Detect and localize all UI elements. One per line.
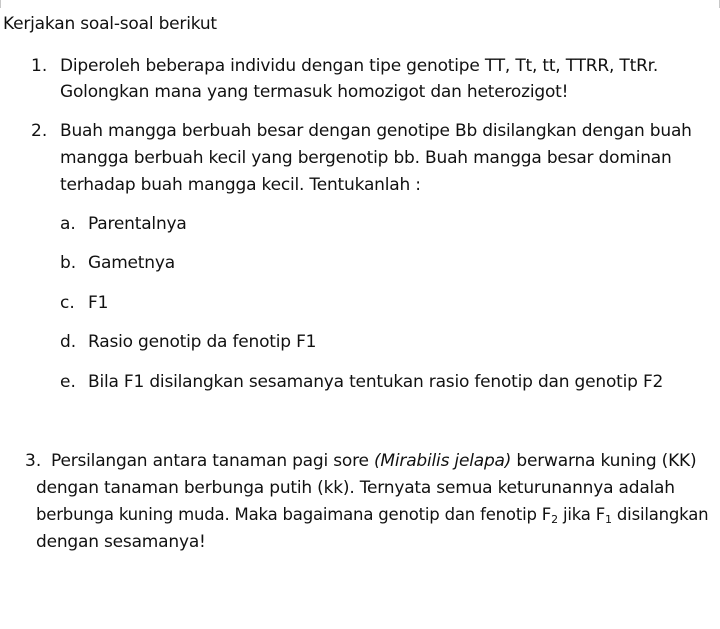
subscript-2: 2 bbox=[551, 513, 558, 526]
question-3-line-1 bbox=[51, 450, 696, 472]
subitem-e-letter: e. bbox=[60, 372, 76, 392]
subitem-b-letter: b. bbox=[60, 253, 77, 273]
question-3-line-3-start: berbunga kuning muda. Maka bagaimana genotip dan fenotip F bbox=[36, 505, 552, 524]
subitem-d-letter: d. bbox=[60, 332, 77, 352]
question-1-line-2: Golongkan mana yang termasuk homozigot dan heterozigot! bbox=[60, 82, 569, 102]
subscript-1: 1 bbox=[605, 513, 612, 526]
question-3-line-3-end: disilangkan bbox=[616, 505, 709, 524]
question-3-line-1-start: Persilangan antara tanaman pagi sore bbox=[51, 451, 369, 471]
question-1-number: 1. bbox=[31, 56, 48, 76]
subitem-c-text: F1 bbox=[88, 293, 109, 313]
subitem-c-letter: c. bbox=[60, 293, 75, 313]
question-3-line-1-end: berwarna kuning (KK) bbox=[516, 451, 697, 471]
question-3-line-3-mid: jika F bbox=[562, 505, 606, 524]
question-2-number: 2. bbox=[31, 121, 48, 141]
page-heading: Kerjakan soal-soal berikut bbox=[3, 14, 217, 34]
subitem-d-text: Rasio genotip da fenotip F1 bbox=[88, 332, 317, 352]
page-corner-mark-left bbox=[0, 0, 1, 8]
question-3-line-2: dengan tanaman berbunga putih (kk). Ternyata semua keturunannya adalah bbox=[36, 478, 675, 498]
question-3-line-4: dengan sesamanya! bbox=[36, 532, 206, 552]
question-2-line-3: terhadap buah mangga kecil. Tentukanlah : bbox=[60, 175, 421, 195]
species-name: (Mirabilis jelapa) bbox=[373, 451, 512, 471]
subitem-e-text: Bila F1 disilangkan sesamanya tentukan rasio fenotip dan genotip F2 bbox=[88, 372, 664, 392]
subitem-a-text: Parentalnya bbox=[88, 214, 187, 234]
subitem-b-text: Gametnya bbox=[88, 253, 175, 273]
question-2-line-2: mangga berbuah kecil yang bergenotip bb. Buah mangga besar dominan bbox=[60, 148, 672, 168]
question-3-line-3 bbox=[36, 504, 708, 526]
question-3-number: 3. bbox=[25, 451, 42, 471]
question-1-line-1: Diperoleh beberapa individu dengan tipe genotipe TT, Tt, tt, TTRR, TtRr. bbox=[60, 56, 659, 76]
question-2-line-1: Buah mangga berbuah besar dengan genotipe Bb disilangkan dengan buah bbox=[60, 121, 692, 141]
subitem-a-letter: a. bbox=[60, 214, 76, 234]
